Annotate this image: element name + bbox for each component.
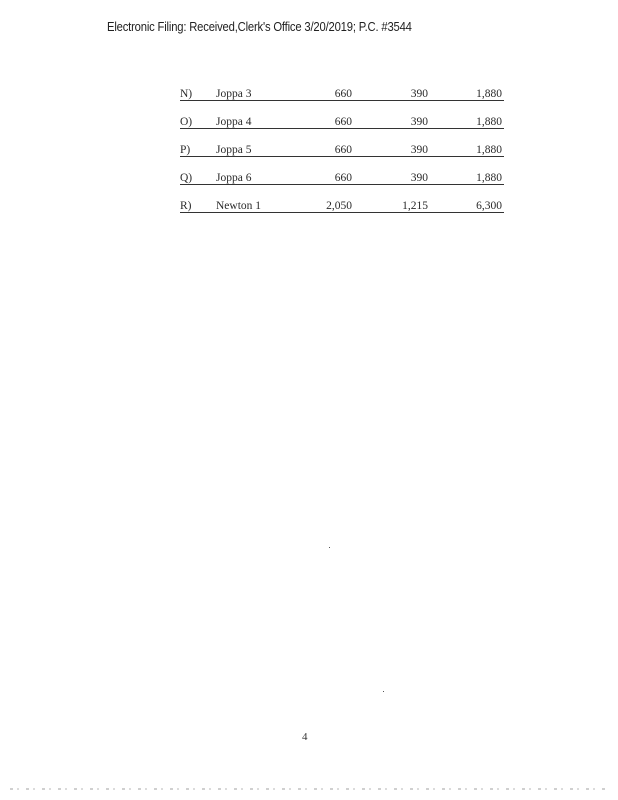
value-column-1: 660: [334, 88, 352, 100]
row-underline: [180, 100, 504, 101]
value-column-1: 660: [334, 144, 352, 156]
row-underline: [180, 184, 504, 185]
table-row: [180, 172, 504, 200]
scan-speck: [383, 691, 384, 692]
row-underline: [180, 128, 504, 129]
scan-noise-strip: [10, 788, 608, 790]
value-column-3: 6,300: [476, 200, 502, 212]
value-column-3: 1,880: [476, 88, 502, 100]
row-label: Q): [180, 172, 193, 184]
value-column-3: 1,880: [476, 116, 502, 128]
unit-name: Joppa 5: [216, 144, 252, 156]
value-column-3: 1,880: [476, 172, 502, 184]
value-column-2: 1,215: [402, 200, 428, 212]
value-column-2: 390: [410, 88, 428, 100]
row-underline: [180, 156, 504, 157]
value-column-2: 390: [410, 144, 428, 156]
table-row: [180, 144, 504, 172]
page-number: 4: [302, 731, 308, 743]
unit-name: Joppa 3: [216, 88, 252, 100]
row-label: N): [180, 88, 193, 100]
filing-stamp-header: Electronic Filing: Received,Clerk's Office 3/20/2019; P.C. #3544: [107, 20, 412, 34]
unit-name: Newton 1: [216, 200, 262, 212]
unit-data-table: [180, 88, 504, 228]
value-column-1: 2,050: [326, 200, 352, 212]
table-row: [180, 200, 504, 228]
row-label: O): [180, 116, 193, 128]
table-row: [180, 88, 504, 116]
value-column-2: 390: [410, 172, 428, 184]
row-label: P): [180, 144, 191, 156]
scan-speck: [329, 547, 330, 548]
row-underline: [180, 212, 504, 213]
value-column-1: 660: [334, 116, 352, 128]
unit-name: Joppa 4: [216, 116, 252, 128]
value-column-3: 1,880: [476, 144, 502, 156]
row-label: R): [180, 200, 192, 212]
value-column-2: 390: [410, 116, 428, 128]
table-row: [180, 116, 504, 144]
unit-name: Joppa 6: [216, 172, 252, 184]
value-column-1: 660: [334, 172, 352, 184]
